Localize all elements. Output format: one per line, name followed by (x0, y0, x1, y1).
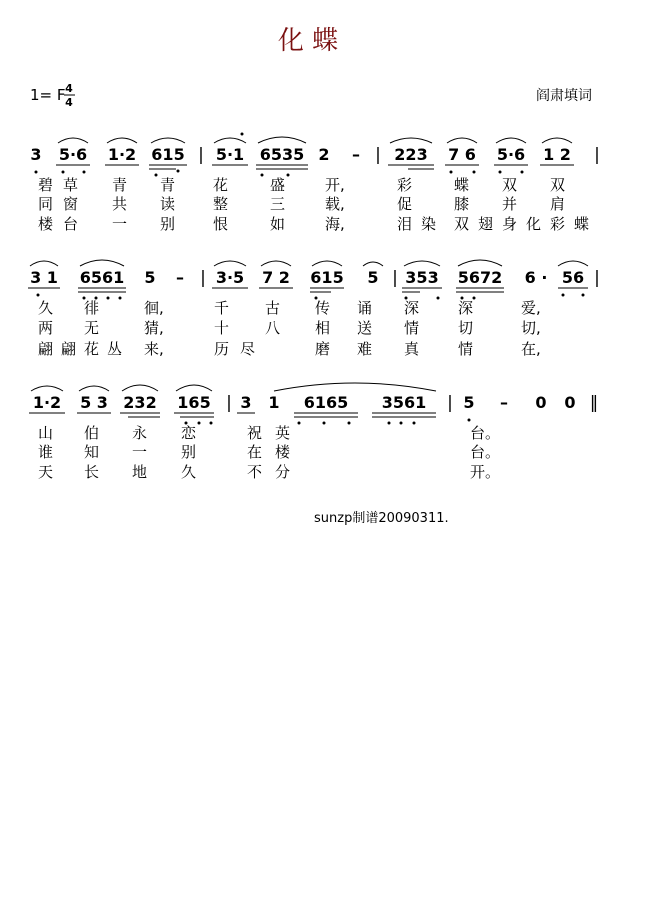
lyric-char: 无 (84, 319, 100, 337)
note-group: 5 (367, 268, 379, 287)
bar-line: | (594, 268, 600, 288)
notation-row (30, 268, 600, 288)
lyric-char: 难 (357, 340, 373, 358)
lyric-char: 青 (160, 176, 176, 194)
lyricist-credit: 阎肃填词 (536, 88, 592, 104)
lyric-char: 切, (521, 319, 541, 337)
note-group: 3 (240, 393, 252, 412)
lyric-char: 双 (550, 176, 566, 194)
note-group: 6535 (259, 145, 305, 164)
system-2 (28, 260, 600, 358)
note-group: 5·6 (496, 145, 526, 164)
lyric-char: 尽 (240, 340, 256, 358)
system-1 (30, 133, 599, 234)
lyric-char: 伯 (84, 424, 100, 442)
slur (312, 261, 342, 266)
lyric-char: 谁 (38, 443, 54, 461)
slur (261, 261, 291, 266)
lyric-char: 一 (112, 215, 128, 233)
lyric-char: 十 (214, 319, 230, 337)
slur (447, 138, 477, 143)
lyric-char: 化 (526, 215, 542, 233)
slur (214, 261, 246, 266)
lyric-char: 促 (397, 195, 413, 213)
lyric-char: 翅 (478, 215, 494, 233)
lyric-char: 共 (112, 195, 128, 213)
lyric-char: 窗 (63, 195, 79, 213)
slur-marks (30, 260, 588, 266)
slur (390, 138, 432, 143)
lyric-char: 台。 (470, 443, 501, 461)
slur (176, 385, 212, 391)
lyric-char: 情 (458, 340, 474, 358)
lyric-char: 历 (214, 340, 230, 358)
lyric-char: 天 (38, 463, 54, 481)
lyric-char: 翩 (38, 340, 54, 358)
slur (274, 383, 436, 391)
bar-line: | (375, 145, 381, 165)
underlines (56, 165, 574, 169)
lyric-char: 英 (275, 424, 291, 442)
lyric-char: 诵 (357, 299, 373, 317)
lyric-char: 久 (181, 463, 197, 481)
lyric-char: 花 (213, 176, 229, 194)
slur (30, 261, 58, 266)
lyric-char: 并 (502, 195, 518, 213)
lyrics-verse-1 (38, 176, 565, 194)
note-group: 3561 (381, 393, 427, 412)
lyric-char: 泪 (397, 215, 413, 233)
lyric-char: 染 (421, 215, 437, 233)
arranger-credit: sunzp制谱20090311. (314, 511, 449, 526)
slur (214, 138, 246, 143)
bar-line: | (594, 145, 600, 165)
lyric-char: 情 (404, 319, 420, 337)
bar-line: | (200, 268, 206, 288)
notation-row (30, 145, 599, 165)
note-group: 6165 (303, 393, 349, 412)
lyric-char: 徊, (144, 299, 164, 317)
slur (496, 138, 526, 143)
note-group: 1·2 (107, 145, 137, 164)
note-group: 353 (405, 268, 439, 287)
lyric-char: 久 (38, 299, 54, 317)
note-group: – (176, 268, 184, 287)
note-group: 5·6 (58, 145, 88, 164)
lyric-char: 海, (325, 215, 345, 233)
lyric-char: 永 (132, 424, 148, 442)
lyrics-verse-3 (38, 463, 500, 481)
note-group: 3·5 (215, 268, 245, 287)
lyric-char: 恋 (181, 424, 197, 442)
lyrics-verse-2 (38, 443, 500, 461)
lyric-char: 翩 (61, 340, 77, 358)
lyric-char: 草 (63, 176, 79, 194)
underlines (28, 288, 588, 292)
lyric-char: 身 (502, 215, 518, 233)
lyrics-verse-3 (38, 215, 589, 233)
time-sig-top: 4 (65, 82, 73, 95)
slur (258, 137, 306, 143)
lyric-char: 读 (160, 195, 176, 213)
lyric-char: 祝 (247, 424, 263, 442)
slur (122, 385, 158, 391)
slur (58, 138, 88, 143)
note-group: 7 2 (262, 268, 290, 287)
lyrics-verse-1 (38, 299, 541, 317)
lyric-char: 送 (357, 319, 373, 337)
lyric-char: 肩 (550, 195, 566, 213)
slur-marks (31, 383, 436, 391)
lyric-char: 恨 (213, 215, 229, 233)
lyric-char: 知 (84, 443, 100, 461)
octave-dots (185, 419, 471, 425)
lyric-char: 双 (454, 215, 470, 233)
song-title: 化 蝶 (277, 26, 339, 56)
lyric-char: 山 (38, 424, 54, 442)
note-group: 5 (144, 268, 156, 287)
lyric-char: 台 (63, 215, 79, 233)
lyric-char: 八 (265, 319, 281, 337)
lyrics-verse-3 (38, 340, 541, 358)
lyric-char: 楼 (38, 215, 54, 233)
lyric-char: 青 (112, 176, 128, 194)
time-sig-bottom: 4 (65, 96, 73, 109)
lyric-char: 膝 (454, 195, 470, 213)
lyric-char: 如 (270, 215, 286, 233)
note-group: 0 (564, 393, 576, 412)
bar-line: | (447, 393, 453, 413)
slur (558, 261, 588, 266)
final-bar-line: ‖ (589, 393, 599, 413)
slur (151, 138, 185, 143)
lyric-char: 真 (404, 340, 420, 358)
lyric-char: 蝶 (574, 215, 590, 233)
bar-line: | (392, 268, 398, 288)
lyric-char: 相 (315, 319, 331, 337)
lyric-char: 地 (132, 463, 148, 481)
lyric-char: 长 (84, 463, 100, 481)
note-group: 1·2 (32, 393, 62, 412)
lyric-char: 同 (38, 195, 54, 213)
note-group: 6 · (524, 268, 548, 287)
note-group: 3 (30, 145, 42, 164)
note-group: 5·1 (215, 145, 245, 164)
lyric-char: 猜, (144, 319, 164, 337)
lyric-char: 深 (458, 299, 474, 317)
slur (80, 260, 124, 266)
lyric-char: 两 (38, 319, 54, 337)
slur (542, 138, 572, 143)
note-group: 223 (394, 145, 428, 164)
slur (79, 386, 109, 391)
note-group: 1 2 (543, 145, 571, 164)
note-group: 5672 (457, 268, 503, 287)
bar-line: | (198, 145, 204, 165)
note-group: 7 6 (448, 145, 476, 164)
lyric-char: 分 (275, 463, 291, 481)
note-group: – (500, 393, 508, 412)
lyric-char: 磨 (315, 340, 331, 358)
lyric-char: 开。 (470, 463, 501, 481)
lyrics-verse-1 (38, 424, 500, 442)
slur (363, 262, 383, 266)
lyric-char: 整 (213, 195, 229, 213)
lyric-char: 千 (214, 299, 230, 317)
lyric-char: 彩 (397, 176, 413, 194)
lyric-char: 古 (265, 299, 281, 317)
note-group: 3 1 (30, 268, 58, 287)
note-group: 6561 (79, 268, 125, 287)
lyric-char: 三 (270, 195, 286, 213)
lyric-char: 传 (315, 299, 331, 317)
lyric-char: 切 (458, 319, 474, 337)
lyric-char: 盛 (270, 176, 286, 194)
lyrics-verse-2 (38, 195, 565, 213)
lyrics-verse-2 (38, 319, 541, 337)
bar-line: | (226, 393, 232, 413)
lyric-char: 蝶 (454, 176, 470, 194)
lyric-char: 深 (404, 299, 420, 317)
lyric-char: 爱, (521, 299, 541, 317)
lyric-char: 徘 (84, 299, 100, 317)
lyric-char: 花 (84, 340, 100, 358)
lyric-char: 别 (181, 443, 197, 461)
lyric-char: 开, (325, 176, 345, 194)
lyric-char: 彩 (550, 215, 566, 233)
lyric-char: 双 (502, 176, 518, 194)
slur (458, 260, 502, 266)
lyric-char: 丛 (107, 340, 123, 358)
key-signature (30, 82, 75, 109)
lyric-char: 不 (247, 463, 263, 481)
note-group: 0 (535, 393, 547, 412)
lyric-char: 在, (521, 340, 541, 358)
octave-dots (37, 294, 585, 300)
note-group: 232 (123, 393, 157, 412)
lyric-char: 在 (247, 443, 263, 461)
lyric-char: 碧 (38, 176, 54, 194)
lyric-char: 楼 (275, 443, 291, 461)
note-group: 615 (151, 145, 185, 164)
note-group: 5 (463, 393, 475, 412)
lyric-char: 一 (132, 443, 148, 461)
lyric-char: 载, (325, 195, 345, 213)
note-group: 56 (561, 268, 585, 287)
system-3 (29, 383, 598, 481)
note-group: 2 (318, 145, 330, 164)
key-label: 1= F (30, 86, 66, 104)
lyric-char: 别 (160, 215, 176, 233)
slur (31, 386, 63, 391)
underlines (29, 413, 436, 417)
slur (107, 138, 137, 143)
note-group: 165 (177, 393, 211, 412)
note-group: 1 (268, 393, 280, 412)
slur (404, 261, 440, 266)
note-group: 615 (310, 268, 344, 287)
note-group: – (352, 145, 360, 164)
note-group: 5 3 (80, 393, 108, 412)
notation-row (33, 393, 598, 413)
slur-marks (58, 137, 572, 143)
lyric-char: 来, (144, 340, 164, 358)
lyric-char: 台。 (470, 424, 501, 442)
